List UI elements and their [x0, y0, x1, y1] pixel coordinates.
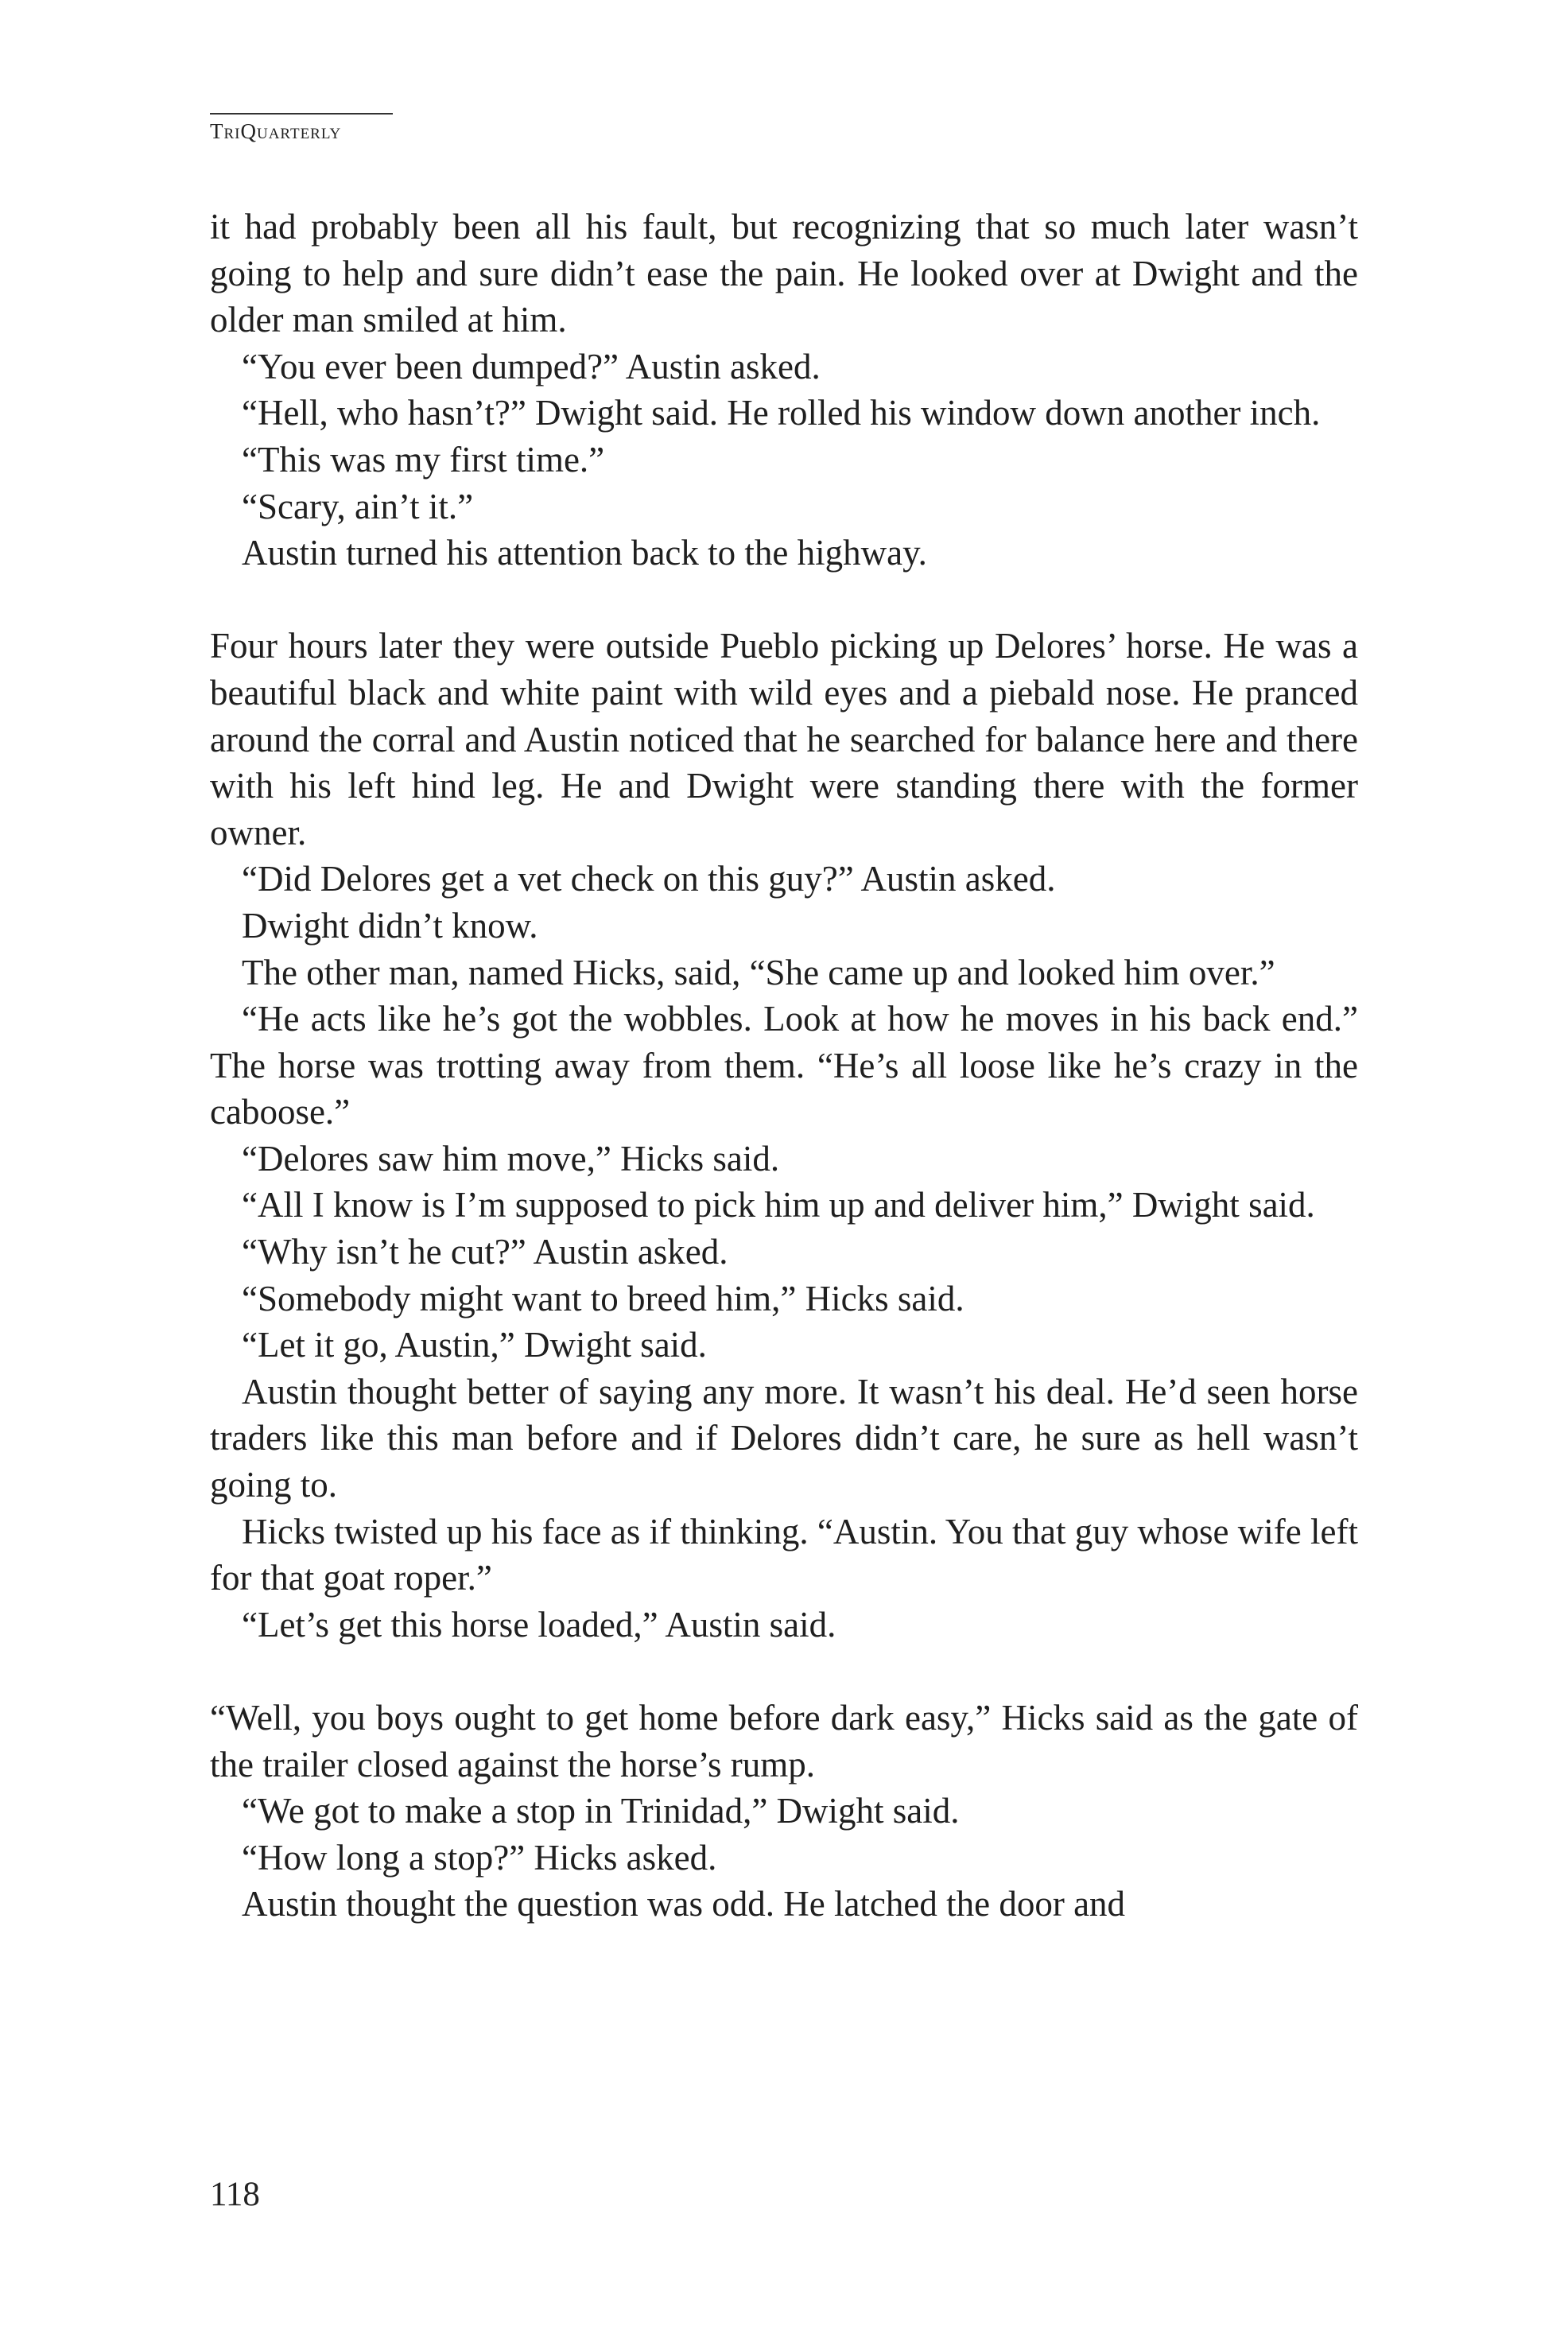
paragraph: “Let it go, Austin,” Dwight said.	[242, 1325, 707, 1365]
paragraph: Dwight didn’t know.	[242, 905, 538, 946]
paragraph: “You ever been dumped?” Austin asked.	[242, 346, 821, 386]
header-rule	[210, 113, 393, 115]
paragraph: Four hours later they were outside Pueblo picking up Delores’ horse. He was a beautiful black and white paint with wild eyes and a piebald nose. He pranced around the corral and Austin noticed that he searched for balance here and there with his left hind leg. He and Dwight were standing there with the former owner.	[210, 626, 1358, 852]
paragraph: “Somebody might want to breed him,” Hicks said.	[242, 1278, 964, 1318]
paragraph: “We got to make a stop in Trinidad,” Dwight said.	[242, 1791, 960, 1831]
body-text	[210, 204, 1358, 1928]
paragraph: Austin thought better of saying any more. It wasn’t his deal. He’d seen horse traders like this man before and if Delores didn’t care, he sure as hell wasn’t going to.	[210, 1371, 1358, 1505]
paragraph: Austin turned his attention back to the highway.	[242, 533, 927, 573]
paragraph: “Why isn’t he cut?” Austin asked.	[242, 1232, 728, 1272]
running-header: TriQuarterly	[210, 119, 342, 143]
paragraph: “This was my first time.”	[242, 439, 605, 480]
page-number: 118	[210, 2176, 260, 2213]
paragraph: it had probably been all his fault, but recognizing that so much later wasn’t going to help and sure didn’t ease the pain. He looked over at Dwight and the older man smiled at him.	[210, 207, 1358, 340]
paragraph: Hicks twisted up his face as if thinking. “Austin. You that guy whose wife left for that goat roper.”	[210, 1511, 1358, 1598]
paragraph: “Scary, ain’t it.”	[242, 486, 474, 526]
paragraph: “Delores saw him move,” Hicks said.	[242, 1138, 780, 1179]
paragraph: “All I know is I’m supposed to pick him up and deliver him,” Dwight said.	[242, 1185, 1315, 1225]
paragraph: The other man, named Hicks, said, “She came up and looked him over.”	[242, 952, 1275, 992]
paragraph: “He acts like he’s got the wobbles. Look at how he moves in his back end.” The horse was trotting away from them. “He’s all loose like he’s crazy in the caboose.”	[210, 999, 1358, 1132]
paragraph: “How long a stop?” Hicks asked.	[242, 1837, 717, 1878]
paragraph: Austin thought the question was odd. He latched the door and	[242, 1884, 1126, 1924]
paragraph: “Hell, who hasn’t?” Dwight said. He rolled his window down another inch.	[242, 393, 1321, 433]
paragraph: “Did Delores get a vet check on this guy?” Austin asked.	[242, 859, 1056, 899]
paragraph: “Let’s get this horse loaded,” Austin said.	[242, 1604, 836, 1645]
paragraph: “Well, you boys ought to get home before dark easy,” Hicks said as the gate of the trailer closed against the horse’s rump.	[210, 1698, 1358, 1784]
